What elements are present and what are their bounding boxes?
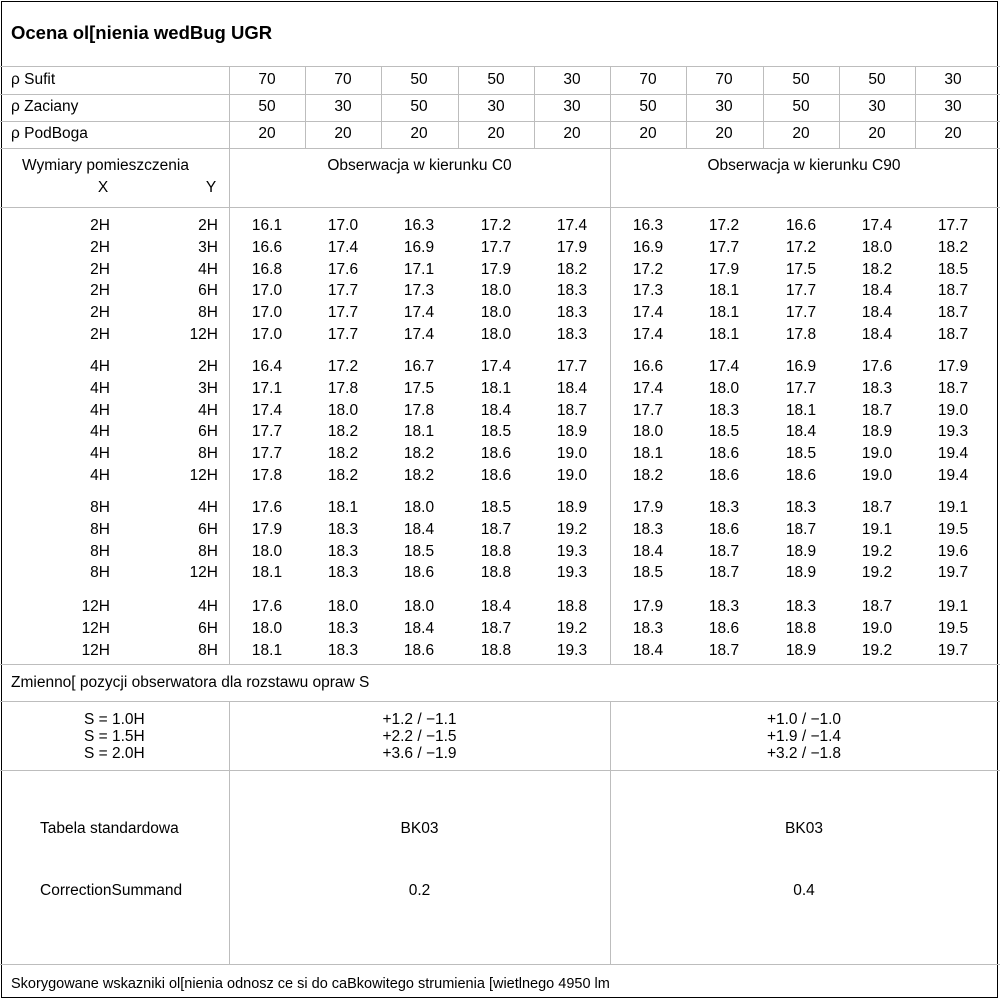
ugr-value: 17.4: [480, 358, 512, 375]
room-y: 4H: [198, 402, 218, 419]
room-x: 8H: [90, 564, 110, 581]
ugr-value: 18.6: [480, 467, 512, 484]
ugr-value: 16.6: [785, 217, 817, 234]
reflectance-value: 20: [715, 125, 733, 142]
ugr-value: 18.3: [708, 598, 740, 615]
ugr-value: 18.5: [480, 499, 512, 516]
room-x: 4H: [90, 467, 110, 484]
variation-c0: +1.2 / −1.1: [382, 711, 457, 728]
reflectance-value: 30: [487, 98, 505, 115]
ugr-value: 18.7: [861, 499, 893, 516]
ugr-value: 18.6: [403, 564, 435, 581]
ugr-value: 18.4: [480, 598, 512, 615]
ugr-value: 18.7: [785, 521, 817, 538]
ugr-value: 18.3: [556, 326, 588, 343]
room-x: 2H: [90, 239, 110, 256]
ugr-value: 19.7: [937, 564, 969, 581]
ugr-value: 16.3: [632, 217, 664, 234]
ugr-value: 18.5: [480, 423, 512, 440]
ugr-value: 18.7: [937, 282, 969, 299]
ugr-value: 17.7: [327, 326, 359, 343]
ugr-value: 17.4: [327, 239, 359, 256]
footer-note: Skorygowane wskazniki ol[nienia odnosz ce si do caBkowitego strumienia [wietlnego 4950 lm: [11, 976, 610, 992]
ugr-value: 18.7: [937, 326, 969, 343]
ugr-value: 19.2: [556, 620, 588, 637]
ugr-value: 18.3: [632, 620, 664, 637]
ugr-value: 18.1: [708, 304, 740, 321]
ugr-value: 17.7: [251, 423, 283, 440]
ugr-value: 17.2: [632, 261, 664, 278]
room-y: 12H: [189, 564, 218, 581]
divider: [0, 121, 1000, 122]
ugr-value: 17.4: [556, 217, 588, 234]
room-y: 8H: [198, 543, 218, 560]
ugr-value: 18.7: [861, 402, 893, 419]
room-x: 8H: [90, 543, 110, 560]
room-x: 12H: [81, 642, 110, 659]
ugr-value: 18.1: [785, 402, 817, 419]
ugr-value: 17.8: [251, 467, 283, 484]
ugr-value: 18.6: [785, 467, 817, 484]
y-header: Y: [205, 179, 217, 196]
reflectance-value: 30: [944, 71, 962, 88]
standard-table-c0: BK03: [400, 820, 439, 837]
ugr-value: 17.0: [251, 304, 283, 321]
variation-c0: +2.2 / −1.5: [382, 728, 457, 745]
reflectance-value: 20: [792, 125, 810, 142]
ugr-value: 17.9: [556, 239, 588, 256]
ugr-value: 16.1: [251, 217, 283, 234]
ugr-value: 18.7: [861, 598, 893, 615]
ugr-value: 18.7: [480, 620, 512, 637]
ugr-value: 18.3: [785, 598, 817, 615]
ugr-value: 19.0: [937, 402, 969, 419]
ugr-value: 19.6: [937, 543, 969, 560]
room-x: 12H: [81, 620, 110, 637]
room-x: 4H: [90, 358, 110, 375]
reflectance-value: 30: [868, 98, 886, 115]
room-y: 6H: [198, 423, 218, 440]
reflectance-value: 50: [410, 98, 428, 115]
room-x: 2H: [90, 326, 110, 343]
reflectance-value: 70: [258, 71, 276, 88]
reflectance-value: 20: [410, 125, 428, 142]
ugr-value: 18.3: [556, 304, 588, 321]
ugr-value: 19.2: [861, 642, 893, 659]
ugr-value: 18.4: [861, 304, 893, 321]
ugr-value: 19.7: [937, 642, 969, 659]
page-title: Ocena ol[nienia wedBug UGR: [11, 22, 273, 43]
ugr-value: 18.7: [556, 402, 588, 419]
ugr-value: 18.6: [708, 445, 740, 462]
ugr-value: 17.7: [785, 282, 817, 299]
ugr-value: 18.2: [556, 261, 588, 278]
ugr-value: 17.4: [861, 217, 893, 234]
divider: [0, 701, 1000, 702]
room-x: 2H: [90, 261, 110, 278]
ugr-value: 18.4: [556, 380, 588, 397]
room-x: 4H: [90, 423, 110, 440]
correction-c90: 0.4: [793, 882, 815, 899]
correction-c0: 0.2: [408, 882, 431, 899]
divider: [0, 770, 1000, 771]
ugr-value: 17.0: [251, 282, 283, 299]
ugr-value: 19.2: [861, 543, 893, 560]
ugr-value: 18.3: [785, 499, 817, 516]
ugr-value: 18.9: [556, 499, 588, 516]
ugr-value: 19.1: [861, 521, 893, 538]
room-y: 4H: [198, 261, 218, 278]
ugr-value: 16.6: [251, 239, 283, 256]
ugr-value: 18.7: [708, 543, 740, 560]
ugr-value: 17.1: [251, 380, 283, 397]
reflectance-value: 30: [715, 98, 733, 115]
ugr-value: 18.0: [403, 499, 435, 516]
ugr-value: 17.2: [708, 217, 740, 234]
reflectance-label: ρ PodBoga: [11, 125, 88, 142]
reflectance-value: 30: [563, 98, 581, 115]
reflectance-value: 50: [639, 98, 657, 115]
ugr-value: 18.0: [480, 304, 512, 321]
ugr-value: 17.5: [785, 261, 817, 278]
room-y: 8H: [198, 642, 218, 659]
ugr-value: 17.7: [785, 304, 817, 321]
ugr-value: 18.9: [785, 543, 817, 560]
ugr-value: 17.6: [861, 358, 893, 375]
ugr-value: 18.7: [937, 304, 969, 321]
ugr-value: 19.4: [937, 467, 969, 484]
ugr-value: 18.6: [480, 445, 512, 462]
ugr-value: 16.9: [403, 239, 435, 256]
reflectance-value: 30: [563, 71, 581, 88]
ugr-value: 18.3: [861, 380, 893, 397]
ugr-value: 17.9: [632, 598, 664, 615]
ugr-value: 18.4: [403, 620, 435, 637]
ugr-value: 18.2: [861, 261, 893, 278]
divider: [0, 207, 1000, 208]
ugr-value: 17.0: [251, 326, 283, 343]
ugr-value: 18.1: [708, 326, 740, 343]
c90-header: Obserwacja w kierunku C90: [707, 157, 901, 174]
ugr-value: 19.0: [861, 445, 893, 462]
ugr-value: 18.2: [327, 467, 359, 484]
ugr-value: 17.6: [251, 499, 283, 516]
ugr-value: 18.6: [708, 521, 740, 538]
room-y: 3H: [198, 239, 218, 256]
ugr-value: 18.4: [861, 326, 893, 343]
ugr-value: 18.9: [556, 423, 588, 440]
spacing-label: S = 2.0H: [84, 745, 145, 762]
ugr-value: 18.8: [480, 543, 512, 560]
ugr-value: 18.6: [708, 467, 740, 484]
ugr-value: 18.0: [708, 380, 740, 397]
ugr-value: 18.5: [632, 564, 664, 581]
ugr-value: 18.0: [480, 326, 512, 343]
ugr-value: 19.0: [861, 467, 893, 484]
ugr-value: 17.2: [785, 239, 817, 256]
ugr-value: 18.4: [403, 521, 435, 538]
ugr-value: 17.9: [708, 261, 740, 278]
ugr-value: 18.1: [327, 499, 359, 516]
ugr-value: 18.3: [327, 642, 359, 659]
ugr-value: 18.8: [480, 642, 512, 659]
ugr-value: 19.0: [861, 620, 893, 637]
ugr-value: 17.7: [480, 239, 512, 256]
ugr-value: 18.2: [403, 467, 435, 484]
ugr-value: 17.6: [327, 261, 359, 278]
ugr-value: 17.4: [632, 326, 664, 343]
ugr-value: 17.3: [403, 282, 435, 299]
ugr-value: 18.5: [403, 543, 435, 560]
ugr-value: 16.3: [403, 217, 435, 234]
ugr-value: 18.0: [327, 598, 359, 615]
ugr-value: 16.6: [632, 358, 664, 375]
ugr-value: 18.1: [708, 282, 740, 299]
ugr-value: 17.9: [937, 358, 969, 375]
ugr-value: 18.4: [632, 642, 664, 659]
reflectance-value: 30: [334, 98, 352, 115]
ugr-value: 17.4: [403, 304, 435, 321]
ugr-value: 18.7: [937, 380, 969, 397]
divider: [0, 94, 1000, 95]
ugr-value: 17.7: [327, 282, 359, 299]
ugr-value: 18.6: [403, 642, 435, 659]
ugr-value: 17.6: [251, 598, 283, 615]
spacing-label: S = 1.5H: [84, 728, 145, 745]
c0-header: Obserwacja w kierunku C0: [327, 157, 512, 174]
reflectance-value: 70: [334, 71, 352, 88]
ugr-value: 17.2: [480, 217, 512, 234]
ugr-value: 18.9: [785, 564, 817, 581]
ugr-value: 18.1: [480, 380, 512, 397]
ugr-value: 17.7: [785, 380, 817, 397]
ugr-value: 19.1: [937, 499, 969, 516]
reflectance-value: 70: [715, 71, 733, 88]
ugr-value: 18.2: [937, 239, 969, 256]
ugr-value: 18.0: [403, 598, 435, 615]
ugr-value: 18.4: [861, 282, 893, 299]
ugr-value: 18.5: [785, 445, 817, 462]
ugr-value: 19.3: [937, 423, 969, 440]
ugr-value: 18.3: [708, 402, 740, 419]
ugr-value: 17.1: [403, 261, 435, 278]
ugr-value: 18.3: [632, 521, 664, 538]
room-y: 6H: [198, 521, 218, 538]
variation-c0: +3.6 / −1.9: [382, 745, 457, 762]
divider: [0, 664, 1000, 665]
ugr-value: 18.0: [251, 620, 283, 637]
ugr-value: 18.9: [861, 423, 893, 440]
variation-c90: +1.9 / −1.4: [766, 728, 842, 745]
ugr-value: 18.0: [480, 282, 512, 299]
room-x: 4H: [90, 402, 110, 419]
ugr-value: 18.7: [708, 642, 740, 659]
ugr-value: 18.2: [327, 445, 359, 462]
divider: [0, 66, 1000, 67]
reflectance-value: 50: [868, 71, 886, 88]
ugr-value: 19.2: [556, 521, 588, 538]
ugr-value: 18.1: [632, 445, 664, 462]
room-x: 2H: [90, 304, 110, 321]
ugr-value: 17.8: [785, 326, 817, 343]
ugr-value: 19.1: [937, 598, 969, 615]
ugr-value: 17.4: [632, 380, 664, 397]
ugr-value: 18.9: [785, 642, 817, 659]
reflectance-value: 50: [792, 71, 810, 88]
ugr-value: 17.9: [480, 261, 512, 278]
ugr-value: 17.2: [327, 358, 359, 375]
reflectance-value: 30: [944, 98, 962, 115]
room-y: 4H: [198, 598, 218, 615]
standard-table-label: Tabela standardowa: [40, 820, 179, 837]
ugr-value: 17.7: [937, 217, 969, 234]
ugr-value: 18.3: [708, 499, 740, 516]
room-x: 4H: [90, 445, 110, 462]
room-x: 8H: [90, 521, 110, 538]
reflectance-value: 20: [487, 125, 505, 142]
ugr-value: 16.9: [785, 358, 817, 375]
reflectance-value: 50: [487, 71, 505, 88]
reflectance-label: ρ Sufit: [11, 71, 56, 88]
reflectance-value: 20: [639, 125, 657, 142]
ugr-value: 16.9: [632, 239, 664, 256]
ugr-value: 18.1: [251, 642, 283, 659]
ugr-value: 19.4: [937, 445, 969, 462]
correction-label: CorrectionSummand: [40, 882, 183, 899]
room-x: 2H: [90, 217, 110, 234]
ugr-value: 17.4: [403, 326, 435, 343]
reflectance-value: 20: [334, 125, 352, 142]
ugr-value: 17.8: [327, 380, 359, 397]
ugr-value: 19.3: [556, 642, 588, 659]
ugr-value: 18.5: [937, 261, 969, 278]
room-x: 2H: [90, 282, 110, 299]
reflectance-value: 20: [563, 125, 581, 142]
ugr-value: 17.7: [327, 304, 359, 321]
ugr-value: 19.0: [556, 445, 588, 462]
ugr-value: 17.4: [632, 304, 664, 321]
ugr-value: 18.2: [403, 445, 435, 462]
room-y: 6H: [198, 620, 218, 637]
ugr-value: 18.4: [480, 402, 512, 419]
room-y: 2H: [198, 358, 218, 375]
room-y: 2H: [198, 217, 218, 234]
ugr-value: 18.7: [708, 564, 740, 581]
ugr-value: 18.3: [327, 564, 359, 581]
ugr-value: 18.4: [785, 423, 817, 440]
room-y: 3H: [198, 380, 218, 397]
reflectance-value: 20: [868, 125, 886, 142]
room-y: 12H: [189, 326, 218, 343]
ugr-value: 18.3: [327, 543, 359, 560]
ugr-value: 16.7: [403, 358, 435, 375]
room-dimensions-header: Wymiary pomieszczenia: [22, 157, 189, 174]
ugr-value: 18.0: [861, 239, 893, 256]
spacing-label: S = 1.0H: [84, 711, 145, 728]
ugr-value: 18.2: [632, 467, 664, 484]
ugr-value: 16.4: [251, 358, 283, 375]
ugr-value: 17.7: [251, 445, 283, 462]
ugr-value: 18.1: [251, 564, 283, 581]
ugr-value: 17.7: [708, 239, 740, 256]
reflectance-label: ρ Zaciany: [11, 98, 79, 115]
reflectance-value: 20: [258, 125, 276, 142]
ugr-value: 18.1: [403, 423, 435, 440]
ugr-value: 18.8: [785, 620, 817, 637]
variation-title: Zmienno[ pozycji obserwatora dla rozstawu opraw S: [11, 674, 370, 691]
room-x: 12H: [81, 598, 110, 615]
ugr-value: 17.5: [403, 380, 435, 397]
ugr-value: 18.8: [556, 598, 588, 615]
ugr-value: 17.4: [708, 358, 740, 375]
ugr-value: 17.0: [327, 217, 359, 234]
divider: [0, 148, 1000, 149]
ugr-value: 18.6: [708, 620, 740, 637]
reflectance-value: 50: [792, 98, 810, 115]
room-y: 8H: [198, 445, 218, 462]
room-y: 4H: [198, 499, 218, 516]
ugr-value: 18.4: [632, 543, 664, 560]
ugr-value: 18.0: [632, 423, 664, 440]
x-header: X: [97, 179, 109, 196]
reflectance-value: 50: [410, 71, 428, 88]
room-x: 4H: [90, 380, 110, 397]
ugr-value: 18.3: [327, 521, 359, 538]
ugr-value: 19.2: [861, 564, 893, 581]
ugr-value: 18.3: [327, 620, 359, 637]
ugr-value: 19.5: [937, 521, 969, 538]
divider: [0, 964, 1000, 965]
variation-c90: +1.0 / −1.0: [766, 711, 842, 728]
room-x: 8H: [90, 499, 110, 516]
standard-table-c90: BK03: [785, 820, 823, 837]
ugr-value: 19.0: [556, 467, 588, 484]
ugr-value: 18.0: [327, 402, 359, 419]
ugr-value: 18.3: [556, 282, 588, 299]
ugr-value: 18.8: [480, 564, 512, 581]
ugr-value: 17.9: [251, 521, 283, 538]
ugr-value: 17.8: [403, 402, 435, 419]
ugr-value: 18.2: [327, 423, 359, 440]
ugr-value: 18.7: [480, 521, 512, 538]
ugr-value: 17.7: [556, 358, 588, 375]
room-y: 6H: [198, 282, 218, 299]
ugr-value: 19.3: [556, 543, 588, 560]
room-y: 8H: [198, 304, 218, 321]
ugr-value: 19.3: [556, 564, 588, 581]
reflectance-value: 70: [639, 71, 657, 88]
ugr-value: 19.5: [937, 620, 969, 637]
reflectance-value: 20: [944, 125, 962, 142]
variation-c90: +3.2 / −1.8: [766, 745, 842, 762]
ugr-value: 17.4: [251, 402, 283, 419]
ugr-value: 18.5: [708, 423, 740, 440]
reflectance-value: 50: [258, 98, 276, 115]
ugr-value: 17.9: [632, 499, 664, 516]
ugr-value: 18.0: [251, 543, 283, 560]
ugr-value: 17.3: [632, 282, 664, 299]
ugr-value: 16.8: [251, 261, 283, 278]
ugr-value: 17.7: [632, 402, 664, 419]
room-y: 12H: [189, 467, 218, 484]
